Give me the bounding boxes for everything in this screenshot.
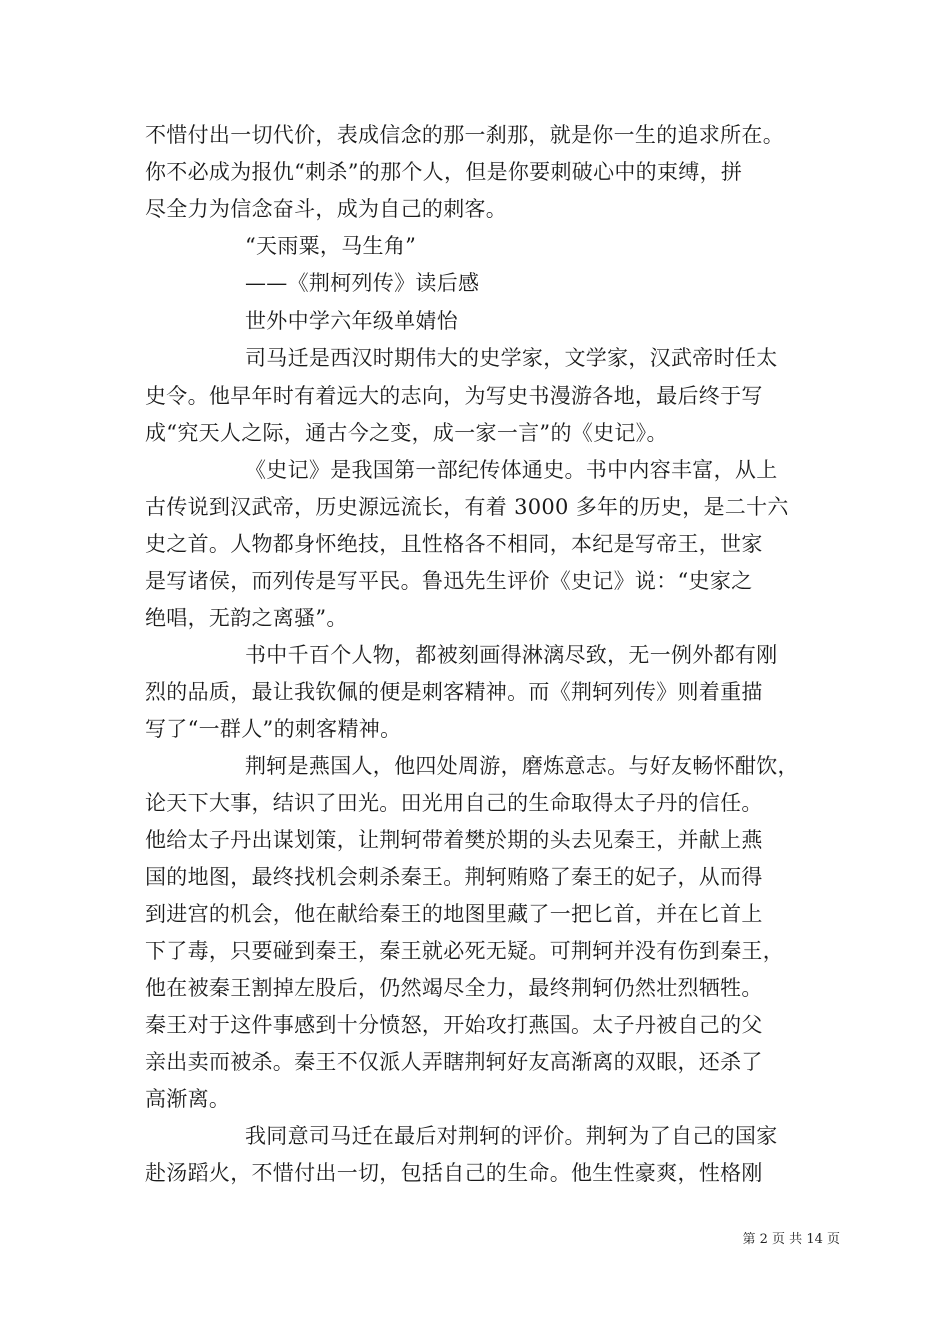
body-text-line: 是写诸侯，而列传是写平民。鲁迅先生评价《史记》说：“史家之 bbox=[145, 569, 753, 593]
body-text-line: 成“究天人之际，通古今之变，成一家一言”的《史记》。 bbox=[145, 421, 668, 445]
body-text-line: 尽全力为信念奋斗，成为自己的刺客。 bbox=[145, 197, 508, 221]
author-line: 世外中学六年级单婧怡 bbox=[245, 309, 458, 333]
article-title: “天雨粟，马生角” bbox=[245, 234, 417, 258]
body-text-line: 下了毒，只要碰到秦王，秦王就必死无疑。可荆轲并没有伤到秦王， bbox=[145, 939, 784, 963]
body-text-line: 史令。他早年时有着远大的志向，为写史书漫游各地，最后终于写 bbox=[145, 384, 763, 408]
body-text-line: 他在被秦王割掉左股后，仍然竭尽全力，最终荆轲仍然壮烈牺牲。 bbox=[145, 976, 763, 1000]
body-text-line: 烈的品质，最让我钦佩的便是刺客精神。而《荆轲列传》则着重描 bbox=[145, 680, 763, 704]
body-text-line: 不惜付出一切代价，表成信念的那一刹那，就是你一生的追求所在。 bbox=[145, 123, 784, 147]
article-subtitle: ——《荆柯列传》读后感 bbox=[245, 271, 480, 295]
body-text-line: 到进宫的机会，他在献给秦王的地图里藏了一把匕首，并在匕首上 bbox=[145, 902, 763, 926]
body-text-line: 绝唱，无韵之离骚”。 bbox=[145, 606, 348, 630]
body-text-line: 亲出卖而被杀。秦王不仅派人弄瞎荆轲好友高渐离的双眼，还杀了 bbox=[145, 1050, 763, 1074]
body-text-line: 你不必成为报仇“刺杀”的那个人，但是你要刺破心中的束缚，拼 bbox=[145, 160, 743, 184]
body-text-line: 史之首。人物都身怀绝技，且性格各不相同，本纪是写帝王，世家 bbox=[145, 532, 763, 556]
page-number-footer: 第 2 页 共 14 页 bbox=[742, 1232, 840, 1247]
body-text-line: 秦王对于这件事感到十分愤怒，开始攻打燕国。太子丹被自己的父 bbox=[145, 1013, 763, 1037]
body-text-line: 高渐离。 bbox=[145, 1087, 231, 1111]
body-text-line: 他给太子丹出谋划策，让荆轲带着樊於期的头去见秦王，并献上燕 bbox=[145, 828, 763, 852]
body-text-line: 《史记》是我国第一部纪传体通史。书中内容丰富，从上 bbox=[245, 458, 778, 482]
body-text-line: 写了“一群人”的刺客精神。 bbox=[145, 717, 402, 741]
body-text-line: 我同意司马迁在最后对荆轲的评价。荆轲为了自己的国家 bbox=[245, 1124, 778, 1148]
body-text-line: 国的地图，最终找机会刺杀秦王。荆轲贿赂了秦王的妃子，从而得 bbox=[145, 865, 763, 889]
body-text-line: 荆轲是燕国人，他四处周游，磨炼意志。与好友畅怀酣饮， bbox=[245, 754, 799, 778]
body-text-line: 古传说到汉武帝，历史源远流长，有着 3000 多年的历史，是二十六 bbox=[145, 495, 789, 519]
body-text-line: 书中千百个人物，都被刻画得淋漓尽致，无一例外都有刚 bbox=[245, 643, 778, 667]
body-text-line: 赴汤蹈火，不惜付出一切，包括自己的生命。他生性豪爽，性格刚 bbox=[145, 1161, 763, 1185]
body-text-line: 司马迁是西汉时期伟大的史学家，文学家，汉武帝时任太 bbox=[245, 346, 778, 370]
body-text-line: 论天下大事，结识了田光。田光用自己的生命取得太子丹的信任。 bbox=[145, 791, 763, 815]
